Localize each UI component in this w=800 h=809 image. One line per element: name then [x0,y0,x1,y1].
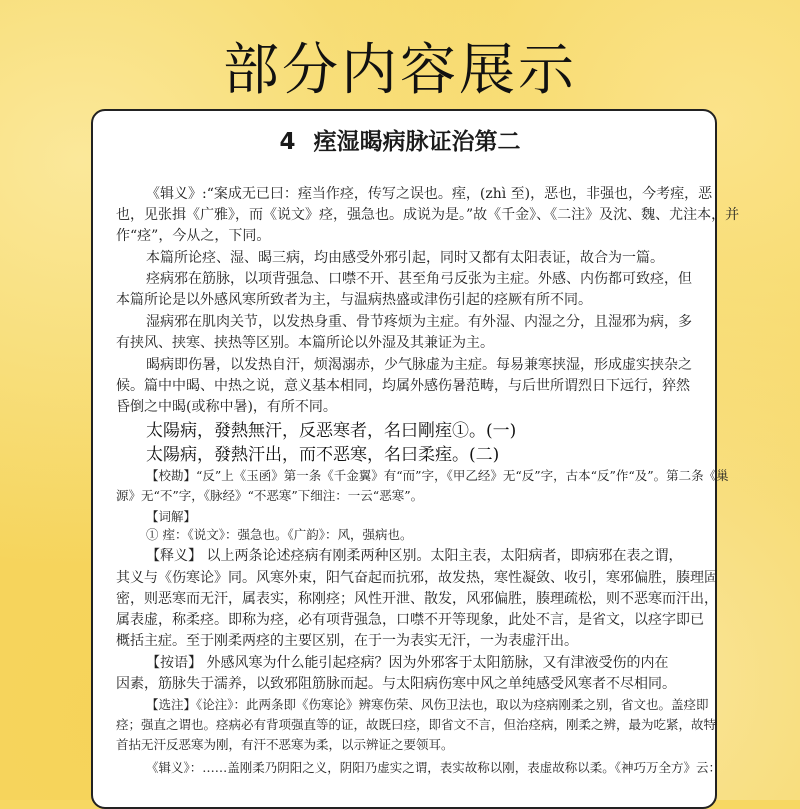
text-line: 密，则恶寒而无汗，属表实，称刚痉；风性开泄、散发，风邪偏胜，腠理疏松，则不恶寒而汗出， [116,591,718,607]
chapter-number: 4 [279,129,296,155]
text-line: 概括主症。至于刚柔两痉的主要区别，在于一为表实无汗，一为表虚汗出。 [116,633,578,649]
text-line: 候。篇中中暍、中热之说，意义基本相同，均属外感伤暑范畴，与后世所谓烈日下远行，猝然 [116,378,690,394]
text-line: 昏倒之中暍(或称中暑)，有所不同。 [116,399,337,415]
chapter-title: 痓湿暍病脉证治第二 [313,129,521,155]
text-line: 属表虚，称柔痉。即称为痉，必有项背强急，口噤不开等现象，此处不言，是省文，以痉字即已 [116,612,704,628]
original-text-line: 太陽病，發熱汗出，而不恶寒，名曰柔痓。(二) [146,445,500,465]
text-line: 痉病邪在筋脉，以项背强急、口噤不开、甚至角弓反张为主症。外感、内伤都可致痉，但 [146,271,692,287]
original-text-line: 太陽病，發熱無汗，反恶寒者，名曰剛痓①。(一) [146,421,517,441]
text-line: 首拈无汗反恶寒为刚，有汗不恶寒为柔，以示辨证之要领耳。 [116,737,454,752]
text-line: 《辑义》：……盖刚柔乃阴阳之义，阴阳乃虚实之谓，表实故称以刚，表虚故称以柔。《神巧万全方》云： [146,760,722,775]
text-line: ① 痓：《说文》：强急也。《广韵》：风，强病也。 [146,527,413,542]
text-line: 作“痉”，今从之，下同。 [116,228,271,244]
text-line: 【选注】《论注》：此两条即《伤寒论》辨寒伤荣、风伤卫法也，取以为痉病刚柔之别，省文也。盖痉即 [146,697,709,712]
text-line: 本篇所论痉、湿、暍三病，均由感受外邪引起，同时又都有太阳表证，故合为一篇。 [146,250,664,266]
chapter-heading [0,123,800,156]
text-line: 《辑义》:“案成无已曰：痓当作痉，传写之误也。痓，(zhì 至)，恶也，非强也，今考痓，恶 [146,186,713,202]
text-line: 【按语】 外感风寒为什么能引起痉病？因为外邪客于太阳筋脉，又有津液受伤的内在 [146,655,669,671]
text-line: 有挟风、挟寒、挟热等区别。本篇所论以外湿及其兼证为主。 [116,335,494,351]
text-line: 本篇所论是以外感风寒所致者为主，与温病热盛或津伤引起的痉厥有所不同。 [116,292,592,308]
text-line: 暍病即伤暑，以发热自汗，烦渴溺赤，少气脉虚为主症。每易兼寒挟湿，形成虚实挟杂之 [146,357,692,373]
text-line: 【释义】 以上两条论述痉病有刚柔两种区别。太阳主表，太阳病者，即病邪在表之谓， [146,548,683,564]
text-line: 【词解】 [146,509,197,524]
page-header-title: 部分内容展示 [223,38,577,103]
text-line: 因素，筋脉失于濡养，以致邪阻筋脉而起。与太阳病伤寒中风之单纯感受风寒者不尽相同。 [116,676,676,692]
text-line: 【校勘】“反”上《玉函》第一条《千金翼》有“而”字，《甲乙经》无“反”字，古本“反”作“及”。第二条《巢 [146,468,729,483]
text-line: 其义与《伤寒论》同。风寒外束，阳气奋起而抗邪，故发热，寒性凝敛、收引，寒邪偏胜，腠理固 [116,570,718,586]
text-line: 源》无“不”字，《脉经》“不恶寒”下细注：一云“恶寒”。 [116,488,424,503]
text-line: 痉；强直之谓也。痉病必有背项强直等的证，故既曰痉，即省文不言，但治痉病，刚柔之辨，最为吃紧，故特 [116,717,717,732]
text-line: 也，见张揖《广雅》，而《说文》痉，强急也。成说为是。”故《千金》、《二注》及沈、魏、尤注本，并 [116,207,740,223]
text-line: 湿病邪在肌肉关节，以发热身重、骨节疼烦为主症。有外湿、内湿之分，且湿邪为病，多 [146,314,692,330]
